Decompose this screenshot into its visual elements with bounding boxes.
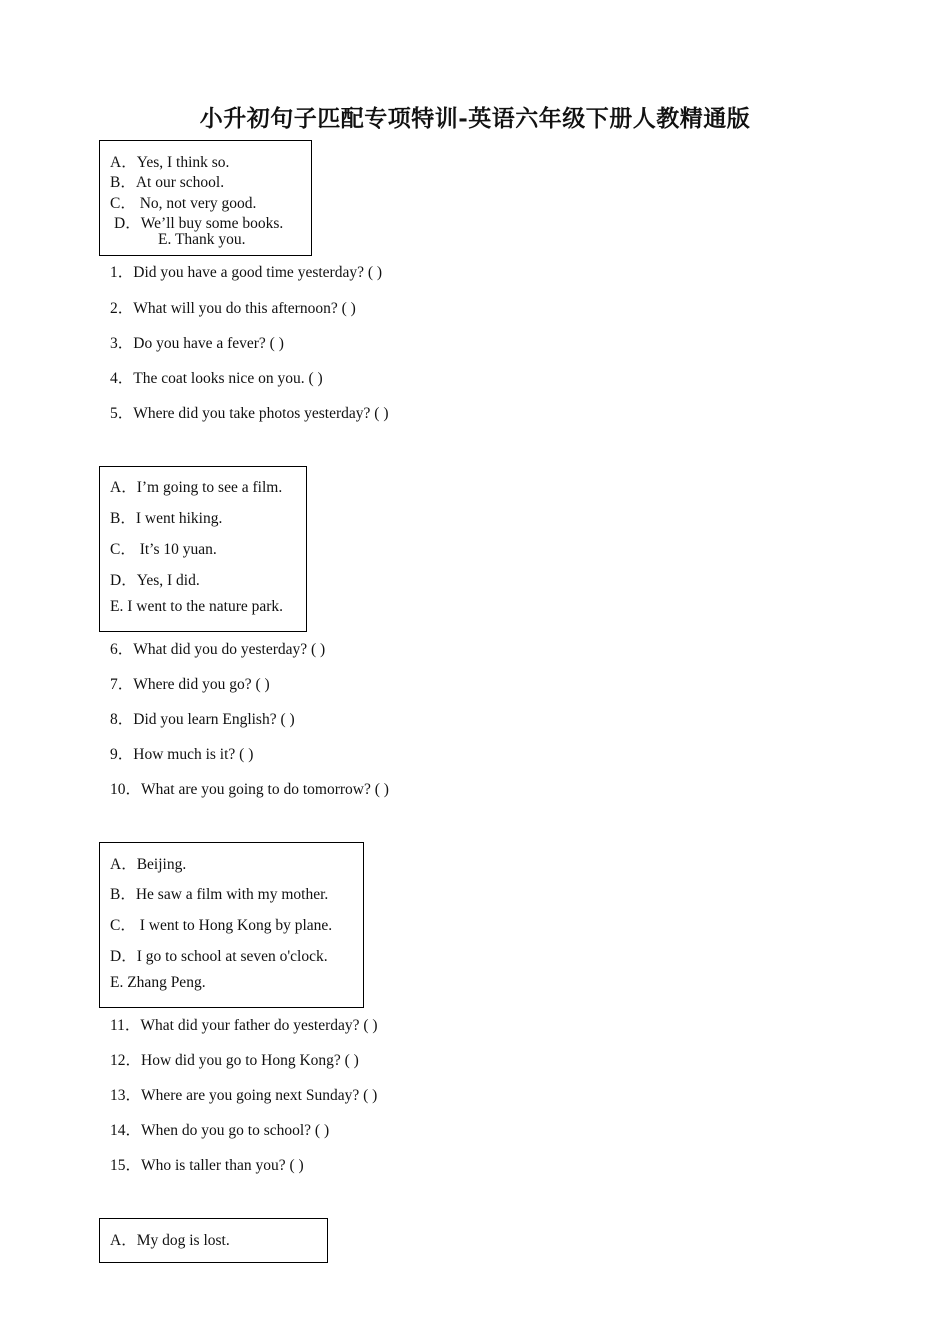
question-3: 3．Do you have a fever? ( ) [110,335,284,352]
option-b: B．I went hiking. [110,510,223,527]
question-12: 12．How did you go to Hong Kong? ( ) [110,1052,359,1069]
option-d: D．We’ll buy some books. [114,215,284,232]
option-c: C． It’s 10 yuan. [110,541,217,558]
options-box-4 [99,1218,328,1263]
question-6: 6．What did you do yesterday? ( ) [110,641,326,658]
options-box-3 [99,842,364,1008]
option-b: B．At our school. [110,174,225,191]
question-1: 1．Did you have a good time yesterday? ( ) [110,264,383,281]
question-13: 13．Where are you going next Sunday? ( ) [110,1087,378,1104]
question-10: 10．What are you going to do tomorrow? ( ) [110,781,389,798]
option-e: E. Zhang Peng. [110,974,206,991]
option-a: A．My dog is lost. [110,1232,230,1249]
option-a: A．I’m going to see a film. [110,479,283,496]
question-4: 4．The coat looks nice on you. ( ) [110,370,323,387]
question-2: 2．What will you do this afternoon? ( ) [110,300,356,317]
option-e: E. Thank you. [158,231,246,248]
option-a: A．Beijing. [110,856,187,873]
options-box-1 [99,140,312,256]
question-11: 11．What did your father do yesterday? ( ) [110,1017,378,1034]
question-5: 5．Where did you take photos yesterday? ( ) [110,405,389,422]
question-7: 7．Where did you go? ( ) [110,676,270,693]
option-a: A．Yes, I think so. [110,154,230,171]
option-d: D．I go to school at seven o'clock. [110,948,328,965]
page-title: 小升初句子匹配专项特训-英语六年级下册人教精通版 [199,105,751,132]
question-8: 8．Did you learn English? ( ) [110,711,295,728]
question-9: 9．How much is it? ( ) [110,746,254,763]
option-c: C． I went to Hong Kong by plane. [110,917,333,934]
options-box-2 [99,466,307,632]
option-b: B．He saw a film with my mother. [110,886,329,903]
option-e: E. I went to the nature park. [110,598,284,615]
question-15: 15．Who is taller than you? ( ) [110,1157,304,1174]
option-c: C． No, not very good. [110,195,257,212]
question-14: 14．When do you go to school? ( ) [110,1122,330,1139]
option-d: D．Yes, I did. [110,572,200,589]
